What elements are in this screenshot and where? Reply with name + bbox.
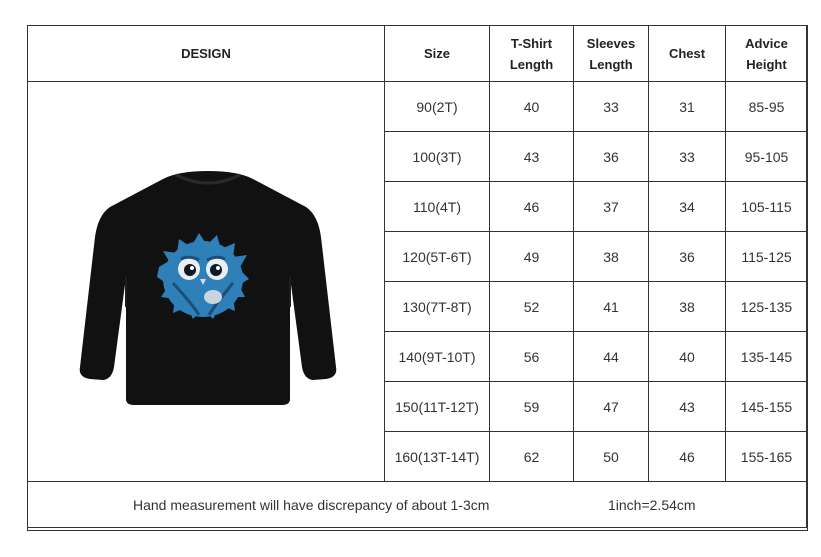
header-tshirt-length <box>490 26 574 82</box>
cell-tshirt-length: 43 <box>490 132 574 182</box>
cell-tshirt-length: 49 <box>490 232 574 282</box>
header-size: Size <box>385 26 490 82</box>
cell-chest: 34 <box>649 182 726 232</box>
header-chest: Chest <box>649 26 726 82</box>
cell-tshirt-length: 62 <box>490 432 574 482</box>
cell-sleeves-length: 50 <box>574 432 649 482</box>
cell-chest: 33 <box>649 132 726 182</box>
cell-chest: 36 <box>649 232 726 282</box>
cell-sleeves-length: 41 <box>574 282 649 332</box>
header-sleeves-length <box>574 26 649 82</box>
cell-size: 110(4T) <box>385 182 490 232</box>
size-table <box>27 25 808 531</box>
header-advice-height-line1: Advice <box>745 35 788 51</box>
cell-advice-height: 85-95 <box>726 82 808 132</box>
cell-tshirt-length: 46 <box>490 182 574 232</box>
cell-size: 100(3T) <box>385 132 490 182</box>
footer-cell <box>28 482 808 531</box>
cell-sleeves-length: 36 <box>574 132 649 182</box>
cell-sleeves-length: 47 <box>574 382 649 432</box>
header-sleeves-length-line1: Sleeves <box>586 35 636 51</box>
header-tshirt-length-line1: T-Shirt <box>510 35 553 51</box>
cell-size: 160(13T-14T) <box>385 432 490 482</box>
inch-conversion: 1inch=2.54cm <box>608 497 696 513</box>
cell-size: 120(5T-6T) <box>385 232 490 282</box>
header-tshirt-length-line2: Length <box>509 56 554 72</box>
tshirt-image <box>68 167 348 417</box>
cell-advice-height: 95-105 <box>726 132 808 182</box>
size-chart <box>27 25 807 528</box>
cell-size: 140(9T-10T) <box>385 332 490 382</box>
cell-tshirt-length: 59 <box>490 382 574 432</box>
header-advice-height <box>726 26 808 82</box>
cell-chest: 43 <box>649 382 726 432</box>
cell-chest: 38 <box>649 282 726 332</box>
design-cell <box>28 82 385 482</box>
cell-sleeves-length: 33 <box>574 82 649 132</box>
cell-advice-height: 125-135 <box>726 282 808 332</box>
cell-advice-height: 145-155 <box>726 382 808 432</box>
cell-sleeves-length: 44 <box>574 332 649 382</box>
cell-chest: 40 <box>649 332 726 382</box>
cell-sleeves-length: 37 <box>574 182 649 232</box>
cell-chest: 46 <box>649 432 726 482</box>
header-design: DESIGN <box>28 26 385 82</box>
footer <box>28 482 807 530</box>
footer-row <box>28 482 808 531</box>
cell-tshirt-length: 40 <box>490 82 574 132</box>
cell-tshirt-length: 56 <box>490 332 574 382</box>
cell-size: 130(7T-8T) <box>385 282 490 332</box>
table-row <box>28 82 808 132</box>
header-sleeves-length-line2: Length <box>589 56 633 72</box>
cell-tshirt-length: 52 <box>490 282 574 332</box>
cell-advice-height: 105-115 <box>726 182 808 232</box>
cell-sleeves-length: 38 <box>574 232 649 282</box>
header-row <box>28 26 808 82</box>
cell-advice-height: 115-125 <box>726 232 808 282</box>
cell-size: 90(2T) <box>385 82 490 132</box>
cell-chest: 31 <box>649 82 726 132</box>
measurement-note: Hand measurement will have discrepancy of about 1-3cm <box>133 497 490 513</box>
cell-size: 150(11T-12T) <box>385 382 490 432</box>
header-advice-height-line2: Height <box>746 56 787 72</box>
cell-advice-height: 135-145 <box>726 332 808 382</box>
cell-advice-height: 155-165 <box>726 432 808 482</box>
